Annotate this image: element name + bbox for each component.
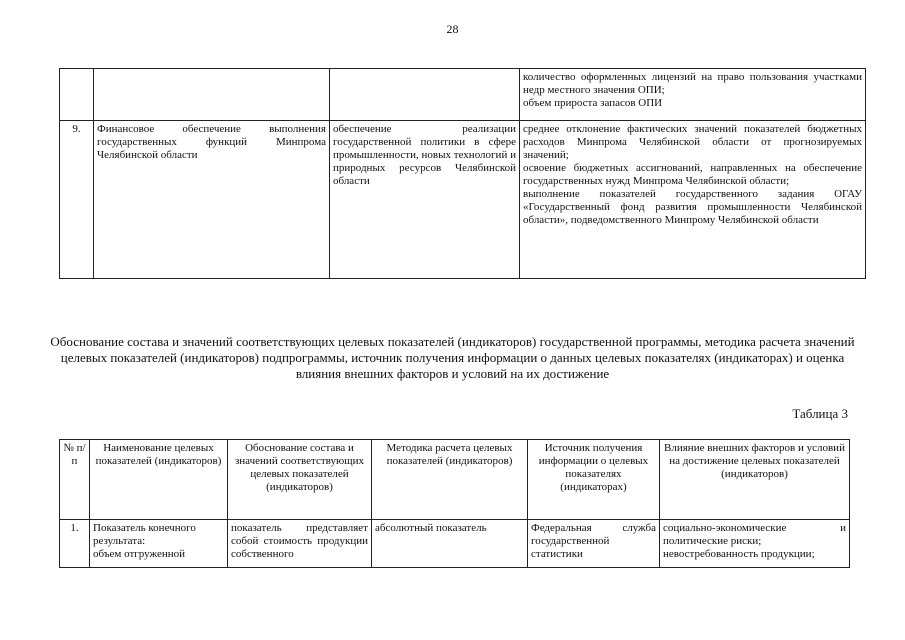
header-number: № п/п <box>60 440 90 520</box>
table-header-row <box>60 440 850 520</box>
cell-program-name: Финансовое обеспечение выполнения государственных функций Минпрома Челябинской области <box>94 121 330 279</box>
indicators-table-continued <box>59 68 866 279</box>
cell-goals: обеспечение реализации государственной политики в сфере промышленности, новых технологий и природных ресурсов Челябинской области <box>330 121 520 279</box>
table-label: Таблица 3 <box>792 406 848 421</box>
section-heading: Обоснование состава и значений соответствующих целевых показателей (индикаторов) государственной программы, методика расчета значений целевых показателей (индикаторов) подпрограммы, источник получения информации о данных целевых показателях (индикаторах) и оценка влияния внешних факторов и условий на их достижение <box>50 334 855 381</box>
cell-methodology: абсолютный показатель <box>372 520 528 568</box>
cell-indicators: среднее отклонение фактических значений показателей бюджетных расходов Минпрома Челябинской области от прогнозируемых значений; освоение бюджетных ассигнований, направленных на обеспечение государственных нужд Минпрома Челябинской области; выполнение показателей государственного задания ОГАУ «Государственный фонд развития промышленности Челябинской области», подведомственного Минпрому Челябинской области <box>520 121 866 279</box>
row-number: 9. <box>60 121 94 279</box>
cell-justification: показатель представляет собой стоимость продукции собственного <box>228 520 372 568</box>
table-row <box>60 69 866 121</box>
header-indicator-name: Наименование целевых показателей (индикаторов) <box>90 440 228 520</box>
row-number: 1. <box>60 520 90 568</box>
cell-indicators: количество оформленных лицензий на право пользования участками недр местного значения ОПИ; объем прироста запасов ОПИ <box>520 69 866 121</box>
indicators-justification-table <box>59 439 850 568</box>
table-row <box>60 121 866 279</box>
cell-goals <box>330 69 520 121</box>
cell-source: Федеральная служба государственной статистики <box>528 520 660 568</box>
table-row <box>60 520 850 568</box>
header-justification: Обоснование состава и значений соответствующих целевых показателей (индикаторов) <box>228 440 372 520</box>
header-external-factors: Влияние внешних факторов и условий на достижение целевых показателей (индикаторов) <box>660 440 850 520</box>
cell-indicator-name: Показатель конечного результата: объем отгруженной <box>90 520 228 568</box>
page-number: 28 <box>446 22 459 36</box>
header-methodology: Методика расчета целевых показателей (индикаторов) <box>372 440 528 520</box>
header-source: Источник получения информации о целевых показателях (индикаторах) <box>528 440 660 520</box>
cell-program-name <box>94 69 330 121</box>
cell-external-factors: социально-экономические и политические риски; невостребованность продукции; <box>660 520 850 568</box>
row-number <box>60 69 94 121</box>
